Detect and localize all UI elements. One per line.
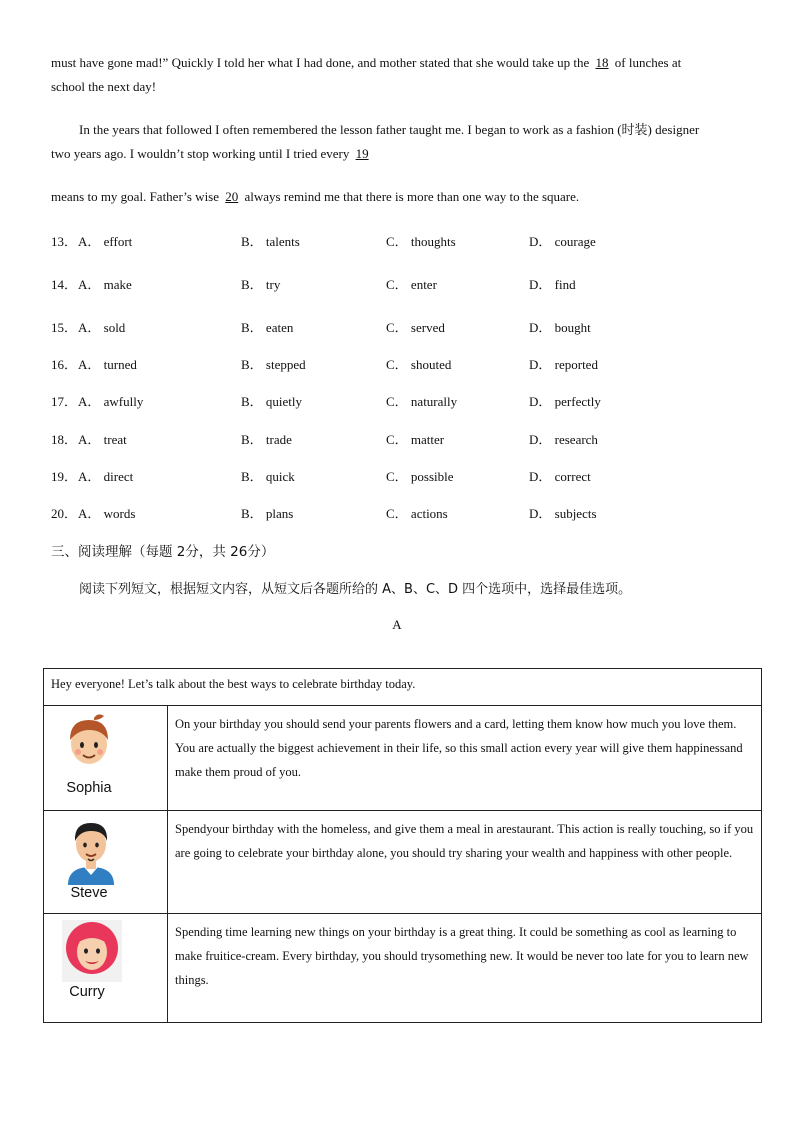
option-b[interactable]: B． eaten bbox=[241, 320, 294, 335]
option-c[interactable]: C． thoughts bbox=[386, 234, 456, 249]
person-cell bbox=[44, 914, 168, 1023]
option-a[interactable]: A． sold bbox=[78, 320, 126, 335]
question-19-options bbox=[51, 466, 751, 482]
question-16-options bbox=[51, 354, 751, 370]
sophia-avatar bbox=[64, 712, 114, 772]
option-c[interactable]: C． actions bbox=[386, 506, 448, 521]
person-cell bbox=[44, 706, 168, 811]
option-d[interactable]: D． correct bbox=[529, 469, 591, 484]
option-c[interactable]: C． shouted bbox=[386, 357, 452, 372]
question-number: 14． bbox=[51, 277, 78, 292]
option-a[interactable]: A． awfully bbox=[78, 394, 144, 409]
option-d[interactable]: D． subjects bbox=[529, 506, 597, 521]
option-b[interactable]: B． stepped bbox=[241, 357, 306, 372]
passage-text: means to my goal. Father’s wise bbox=[51, 189, 220, 204]
option-c[interactable]: C． naturally bbox=[386, 394, 458, 409]
option-d[interactable]: D． courage bbox=[529, 234, 596, 249]
passage-text: of lunches at bbox=[614, 55, 682, 70]
question-number: 18． bbox=[51, 432, 78, 447]
question-20-options bbox=[51, 503, 751, 519]
option-d[interactable]: D． find bbox=[529, 277, 576, 292]
option-a[interactable]: A． turned bbox=[78, 357, 137, 372]
option-b[interactable]: B． trade bbox=[241, 432, 292, 447]
passage-text: must have gone mad!” Quickly I told her what I had done, and mother stated that she would take up the bbox=[51, 55, 590, 70]
passage-line bbox=[51, 189, 754, 205]
option-b[interactable]: B． talents bbox=[241, 234, 300, 249]
question-18-options bbox=[51, 429, 751, 445]
table-header-row bbox=[44, 669, 762, 706]
table-row bbox=[44, 706, 762, 811]
option-b[interactable]: B． quietly bbox=[241, 394, 303, 409]
birthday-table bbox=[43, 668, 762, 1023]
option-a[interactable]: A． direct bbox=[78, 469, 134, 484]
option-a[interactable]: A． treat bbox=[78, 432, 127, 447]
table-header: Hey everyone! Let’s talk about the best ways to celebrate birthday today. bbox=[44, 669, 762, 706]
passage-line bbox=[51, 146, 754, 162]
option-d[interactable]: D． bought bbox=[529, 320, 591, 335]
person-name: Curry bbox=[69, 984, 105, 1000]
section-instruction: 阅读下列短文，根据短文内容，从短文后各题所给的 A、B、C、D 四个选项中，选择最佳选项。 bbox=[79, 582, 632, 597]
blank-18: 18 bbox=[595, 55, 609, 70]
option-b[interactable]: B． plans bbox=[241, 506, 294, 521]
passage-text: two years ago. I wouldn’t stop working until I tried every bbox=[51, 146, 350, 161]
question-number: 16． bbox=[51, 357, 78, 372]
blank-19: 19 bbox=[355, 146, 369, 161]
steve-avatar bbox=[64, 817, 118, 885]
question-14-options bbox=[51, 274, 751, 290]
passage-line bbox=[51, 55, 754, 71]
option-c[interactable]: C． possible bbox=[386, 469, 454, 484]
option-b[interactable]: B． try bbox=[241, 277, 281, 292]
table-row bbox=[44, 914, 762, 1023]
person-text: Spending time learning new things on your birthday is a great thing. It could be something as cool as learning to make fruitice-cream. Every birthday, you should trysomething new. It would be never too late for you to learn new things. bbox=[168, 914, 762, 1023]
section-title: 三、阅读理解（每题 2分，共 26分） bbox=[51, 544, 275, 560]
question-number: 19． bbox=[51, 469, 78, 484]
question-17-options bbox=[51, 391, 751, 407]
question-13-options bbox=[51, 231, 751, 247]
question-number: 20． bbox=[51, 506, 78, 521]
option-a[interactable]: A． make bbox=[78, 277, 132, 292]
curry-avatar bbox=[62, 920, 122, 982]
person-cell bbox=[44, 811, 168, 914]
option-d[interactable]: D． perfectly bbox=[529, 394, 601, 409]
passage-text: always remind me that there is more than one way to the square. bbox=[244, 189, 580, 204]
table-row bbox=[44, 811, 762, 914]
question-number: 13． bbox=[51, 234, 78, 249]
question-number: 17． bbox=[51, 394, 78, 409]
option-d[interactable]: D． research bbox=[529, 432, 598, 447]
option-d[interactable]: D． reported bbox=[529, 357, 598, 372]
person-text: On your birthday you should send your parents flowers and a card, letting them know how much you love them. You are actually the biggest achievement in their life, so this small action every year will give them happinessand make them proud of you. bbox=[168, 706, 762, 811]
option-c[interactable]: C． served bbox=[386, 320, 445, 335]
passage-line: school the next day! bbox=[51, 79, 157, 94]
blank-20: 20 bbox=[225, 189, 239, 204]
person-text: Spendyour birthday with the homeless, and give them a meal in arestaurant. This action is really touching, so if you are going to celebrate your birthday alone, you should try sharing your wealth and happiness with other people. bbox=[168, 811, 762, 914]
option-c[interactable]: C． matter bbox=[386, 432, 445, 447]
question-number: 15． bbox=[51, 320, 78, 335]
option-c[interactable]: C． enter bbox=[386, 277, 437, 292]
question-15-options bbox=[51, 317, 751, 333]
person-name: Sophia bbox=[66, 780, 112, 796]
option-b[interactable]: B． quick bbox=[241, 469, 295, 484]
passage-label: A bbox=[392, 617, 402, 632]
option-a[interactable]: A． effort bbox=[78, 234, 133, 249]
passage-line: In the years that followed I often remembered the lesson father taught me. I began to work as a fashion (时装) designer bbox=[79, 122, 700, 137]
option-a[interactable]: A． words bbox=[78, 506, 136, 521]
person-name: Steve bbox=[70, 885, 108, 901]
